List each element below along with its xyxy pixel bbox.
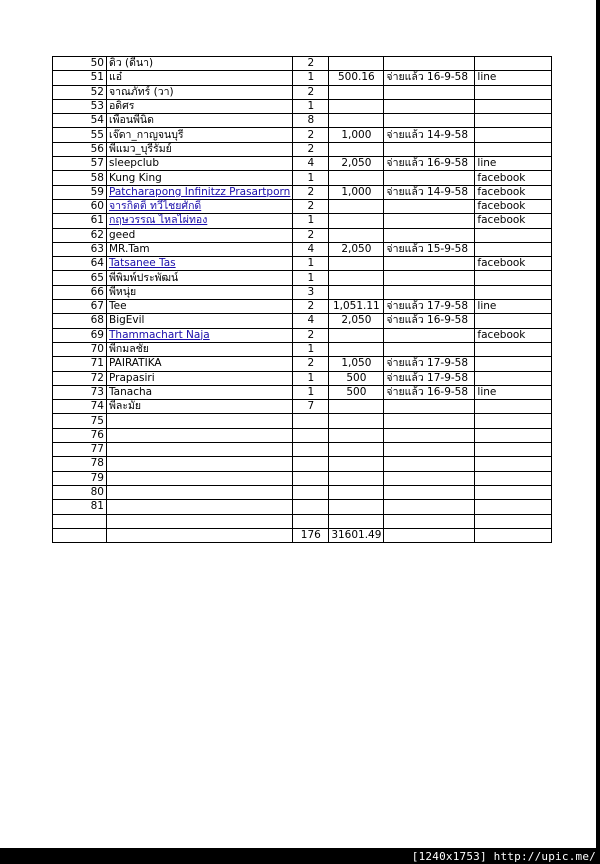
row-amount: 2,050 <box>329 242 384 256</box>
row-quantity: 1 <box>293 271 329 285</box>
row-number: 55 <box>53 128 107 142</box>
table-row <box>53 314 552 328</box>
row-payment-status: จ่ายแล้ว 16-9-58 <box>384 385 475 399</box>
row-name: เจ๊ดา_กาญจนบุรี <box>107 128 293 142</box>
table-row <box>53 199 552 213</box>
table-body <box>53 57 552 529</box>
row-name: Prapasiri <box>107 371 293 385</box>
row-number: 79 <box>53 471 107 485</box>
image-watermark: [1240x1753] http://upic.me/ <box>411 850 596 863</box>
row-channel <box>475 285 552 299</box>
row-payment-status <box>384 428 475 442</box>
total-qty: 176 <box>293 528 329 542</box>
table-row <box>53 171 552 185</box>
row-number: 73 <box>53 385 107 399</box>
row-channel <box>475 271 552 285</box>
row-channel <box>475 371 552 385</box>
row-payment-status <box>384 57 475 71</box>
row-amount <box>329 228 384 242</box>
row-number: 51 <box>53 71 107 85</box>
row-amount <box>329 400 384 414</box>
row-amount <box>329 142 384 156</box>
row-number: 57 <box>53 157 107 171</box>
total-amount: 31601.49 <box>329 528 384 542</box>
row-name <box>107 443 293 457</box>
table-row <box>53 57 552 71</box>
row-channel <box>475 457 552 471</box>
row-payment-status <box>384 171 475 185</box>
totals-row <box>53 528 552 542</box>
row-channel: line <box>475 71 552 85</box>
row-name: เพื่อนพี่นิด <box>107 114 293 128</box>
row-payment-status <box>384 471 475 485</box>
row-amount <box>329 114 384 128</box>
row-channel <box>475 142 552 156</box>
table-row <box>53 185 552 199</box>
row-payment-status <box>384 443 475 457</box>
row-channel <box>475 428 552 442</box>
profile-link[interactable]: กฤษวรรณ ไหลไผ่ทอง <box>109 214 208 227</box>
row-amount <box>329 257 384 271</box>
row-number: 75 <box>53 414 107 428</box>
row-payment-status <box>384 414 475 428</box>
row-name: Tee <box>107 300 293 314</box>
row-channel: facebook <box>475 257 552 271</box>
row-amount: 1,050 <box>329 357 384 371</box>
row-quantity: 2 <box>293 85 329 99</box>
row-channel <box>475 114 552 128</box>
row-amount <box>329 500 384 514</box>
row-payment-status <box>384 114 475 128</box>
row-payment-status <box>384 99 475 113</box>
row-channel <box>475 471 552 485</box>
row-channel: facebook <box>475 328 552 342</box>
row-quantity <box>293 514 329 528</box>
row-name: Tanacha <box>107 385 293 399</box>
row-channel: line <box>475 385 552 399</box>
row-channel: facebook <box>475 171 552 185</box>
row-payment-status <box>384 514 475 528</box>
table-row <box>53 71 552 85</box>
table-row <box>53 400 552 414</box>
profile-link[interactable]: จารกิตติ์ ทวีไชยศักดิ์ <box>109 200 202 213</box>
row-amount <box>329 414 384 428</box>
row-amount <box>329 199 384 213</box>
row-quantity: 8 <box>293 114 329 128</box>
row-quantity: 2 <box>293 128 329 142</box>
row-name: แอ๋ <box>107 71 293 85</box>
row-amount: 1,051.11 <box>329 300 384 314</box>
row-channel <box>475 485 552 499</box>
row-number: 50 <box>53 57 107 71</box>
table-row <box>53 214 552 228</box>
row-channel: line <box>475 157 552 171</box>
row-name: Kung King <box>107 171 293 185</box>
row-payment-status <box>384 228 475 242</box>
row-quantity: 4 <box>293 157 329 171</box>
row-amount <box>329 485 384 499</box>
row-quantity: 4 <box>293 242 329 256</box>
row-channel <box>475 85 552 99</box>
row-quantity <box>293 414 329 428</box>
row-amount <box>329 285 384 299</box>
row-channel <box>475 443 552 457</box>
row-name <box>107 457 293 471</box>
row-number: 53 <box>53 99 107 113</box>
row-number: 68 <box>53 314 107 328</box>
table-row <box>53 85 552 99</box>
row-amount <box>329 99 384 113</box>
row-payment-status <box>384 457 475 471</box>
row-number: 67 <box>53 300 107 314</box>
row-payment-status <box>384 271 475 285</box>
row-number: 80 <box>53 485 107 499</box>
table-row <box>53 271 552 285</box>
row-payment-status: จ่ายแล้ว 17-9-58 <box>384 371 475 385</box>
row-amount: 2,050 <box>329 157 384 171</box>
table-row <box>53 514 552 528</box>
row-name: พี่ละมัย <box>107 400 293 414</box>
row-name-cell <box>107 328 293 342</box>
row-quantity: 1 <box>293 214 329 228</box>
row-name <box>107 514 293 528</box>
row-name-cell <box>107 257 293 271</box>
row-name: MR.Tam <box>107 242 293 256</box>
row-name: sleepclub <box>107 157 293 171</box>
row-number: 66 <box>53 285 107 299</box>
row-number: 69 <box>53 328 107 342</box>
row-quantity: 2 <box>293 328 329 342</box>
row-channel: facebook <box>475 185 552 199</box>
row-payment-status <box>384 328 475 342</box>
row-name-cell <box>107 214 293 228</box>
row-number: 62 <box>53 228 107 242</box>
row-amount: 1,000 <box>329 185 384 199</box>
row-payment-status <box>384 400 475 414</box>
table-row <box>53 300 552 314</box>
row-quantity <box>293 485 329 499</box>
row-channel <box>475 99 552 113</box>
table-row <box>53 128 552 142</box>
row-amount <box>329 328 384 342</box>
row-name: พี่กมลชัย <box>107 342 293 356</box>
profile-link[interactable]: Patcharapong Infinitzz Prasartporn <box>109 185 291 198</box>
row-quantity: 1 <box>293 71 329 85</box>
row-name: พี่แมว_บุรีรัมย์ <box>107 142 293 156</box>
row-name: ดิว (ดีนา) <box>107 57 293 71</box>
row-payment-status: จ่ายแล้ว 16-9-58 <box>384 314 475 328</box>
row-name-cell <box>107 185 293 199</box>
row-number: 76 <box>53 428 107 442</box>
row-number: 56 <box>53 142 107 156</box>
row-channel: facebook <box>475 214 552 228</box>
row-quantity <box>293 457 329 471</box>
row-name: อดิศร <box>107 99 293 113</box>
row-channel <box>475 500 552 514</box>
table-row <box>53 257 552 271</box>
row-number: 60 <box>53 199 107 213</box>
row-number: 77 <box>53 443 107 457</box>
row-amount: 500.16 <box>329 71 384 85</box>
row-name: พี่หนุ่ย <box>107 285 293 299</box>
row-payment-status <box>384 142 475 156</box>
row-number <box>53 514 107 528</box>
row-amount: 2,050 <box>329 314 384 328</box>
row-number: 64 <box>53 257 107 271</box>
table-row <box>53 371 552 385</box>
row-quantity: 2 <box>293 57 329 71</box>
row-quantity <box>293 443 329 457</box>
row-number: 61 <box>53 214 107 228</box>
row-amount <box>329 457 384 471</box>
table-row <box>53 328 552 342</box>
row-quantity: 1 <box>293 342 329 356</box>
row-channel <box>475 342 552 356</box>
row-quantity: 2 <box>293 300 329 314</box>
row-amount <box>329 85 384 99</box>
row-quantity: 7 <box>293 400 329 414</box>
row-payment-status <box>384 500 475 514</box>
table-row <box>53 285 552 299</box>
row-name: geed <box>107 228 293 242</box>
row-amount <box>329 171 384 185</box>
totals-status-cell <box>384 528 475 542</box>
table-row <box>53 385 552 399</box>
row-amount <box>329 514 384 528</box>
table-row <box>53 228 552 242</box>
row-channel <box>475 514 552 528</box>
row-number: 52 <box>53 85 107 99</box>
table-row <box>53 142 552 156</box>
row-payment-status <box>384 342 475 356</box>
row-quantity: 2 <box>293 199 329 213</box>
totals-no-cell <box>53 528 107 542</box>
row-quantity: 1 <box>293 257 329 271</box>
row-quantity: 1 <box>293 385 329 399</box>
table-row <box>53 114 552 128</box>
row-payment-status: จ่ายแล้ว 15-9-58 <box>384 242 475 256</box>
row-channel <box>475 128 552 142</box>
table-row <box>53 242 552 256</box>
row-channel <box>475 357 552 371</box>
row-quantity: 1 <box>293 371 329 385</box>
row-number: 63 <box>53 242 107 256</box>
row-quantity <box>293 500 329 514</box>
row-name: BigEvil <box>107 314 293 328</box>
totals-channel-cell <box>475 528 552 542</box>
table-row <box>53 414 552 428</box>
row-quantity: 2 <box>293 228 329 242</box>
row-payment-status <box>384 214 475 228</box>
row-name <box>107 471 293 485</box>
row-quantity: 4 <box>293 314 329 328</box>
row-channel: facebook <box>475 199 552 213</box>
row-number: 78 <box>53 457 107 471</box>
row-number: 74 <box>53 400 107 414</box>
row-amount <box>329 342 384 356</box>
row-quantity: 2 <box>293 185 329 199</box>
row-number: 70 <box>53 342 107 356</box>
row-amount <box>329 443 384 457</box>
order-table <box>52 56 552 543</box>
row-number: 65 <box>53 271 107 285</box>
table-row <box>53 485 552 499</box>
row-quantity: 1 <box>293 99 329 113</box>
row-name-cell <box>107 199 293 213</box>
row-name <box>107 500 293 514</box>
row-payment-status <box>384 285 475 299</box>
row-number: 59 <box>53 185 107 199</box>
row-quantity: 2 <box>293 142 329 156</box>
table-row <box>53 99 552 113</box>
row-amount: 500 <box>329 371 384 385</box>
row-number: 58 <box>53 171 107 185</box>
row-amount <box>329 471 384 485</box>
row-payment-status: จ่ายแล้ว 17-9-58 <box>384 357 475 371</box>
row-channel <box>475 400 552 414</box>
table-row <box>53 500 552 514</box>
row-payment-status: จ่ายแล้ว 16-9-58 <box>384 71 475 85</box>
row-quantity <box>293 471 329 485</box>
row-number: 54 <box>53 114 107 128</box>
row-number: 72 <box>53 371 107 385</box>
row-amount <box>329 428 384 442</box>
row-amount: 1,000 <box>329 128 384 142</box>
row-amount <box>329 214 384 228</box>
row-name <box>107 485 293 499</box>
row-payment-status: จ่ายแล้ว 14-9-58 <box>384 128 475 142</box>
row-payment-status: จ่ายแล้ว 14-9-58 <box>384 185 475 199</box>
table-row <box>53 443 552 457</box>
profile-link[interactable]: Thammachart Naja <box>109 328 210 341</box>
totals-name-cell <box>107 528 293 542</box>
row-quantity <box>293 428 329 442</box>
row-quantity: 1 <box>293 171 329 185</box>
row-channel: line <box>475 300 552 314</box>
row-name <box>107 428 293 442</box>
profile-link[interactable]: Tatsanee Tas <box>109 257 176 270</box>
row-name <box>107 414 293 428</box>
row-name: PAIRATIKA <box>107 357 293 371</box>
row-payment-status <box>384 85 475 99</box>
table-row <box>53 157 552 171</box>
row-payment-status <box>384 257 475 271</box>
row-number: 81 <box>53 500 107 514</box>
table-row <box>53 471 552 485</box>
row-channel <box>475 242 552 256</box>
table-row <box>53 428 552 442</box>
row-payment-status <box>384 485 475 499</box>
table-row <box>53 457 552 471</box>
row-quantity: 3 <box>293 285 329 299</box>
row-amount <box>329 271 384 285</box>
row-channel <box>475 314 552 328</box>
table-row <box>53 357 552 371</box>
row-name: จาณภัทร์ (วา) <box>107 85 293 99</box>
row-channel <box>475 57 552 71</box>
row-payment-status: จ่ายแล้ว 16-9-58 <box>384 157 475 171</box>
row-channel <box>475 228 552 242</box>
row-name: พี่พิมพ์ประพัฒน์ <box>107 271 293 285</box>
table-row <box>53 342 552 356</box>
row-channel <box>475 414 552 428</box>
row-payment-status <box>384 199 475 213</box>
row-payment-status: จ่ายแล้ว 17-9-58 <box>384 300 475 314</box>
row-number: 71 <box>53 357 107 371</box>
row-amount: 500 <box>329 385 384 399</box>
row-quantity: 2 <box>293 357 329 371</box>
row-amount <box>329 57 384 71</box>
